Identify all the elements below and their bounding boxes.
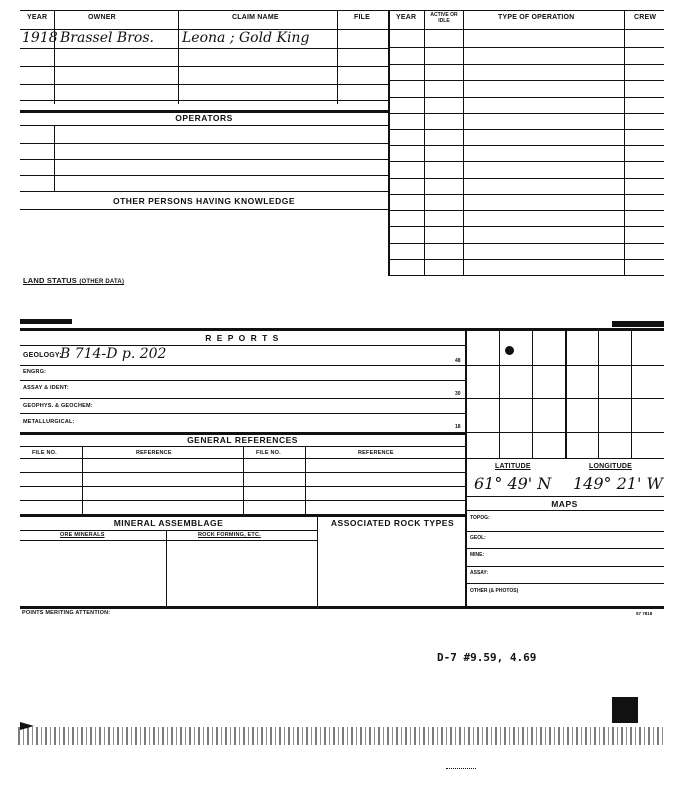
geophys-label: GEOPHYS. & GEOCHEM: (23, 403, 93, 409)
header-active-or-idle: ACTIVE OR IDLE (430, 12, 458, 24)
ore-minerals-label: ORE MINERALS (60, 532, 105, 538)
margin-number-1: 48 (455, 358, 461, 364)
header-crew: CREW (634, 14, 657, 21)
entry-year: 1918 (22, 30, 58, 46)
associated-rock-types-heading: ASSOCIATED ROCK TYPES (330, 518, 455, 528)
maps-heading: MAPS (551, 499, 578, 509)
maps-mine-label: MINE: (470, 552, 485, 558)
entry-claim: Leona ; Gold King (182, 30, 310, 46)
header-type-of-operation: TYPE OF OPERATION (498, 14, 575, 21)
scan-noise-band (18, 727, 664, 745)
longitude-value: 149° 21' W (573, 474, 663, 493)
margin-number-2: 30 (455, 391, 461, 397)
other-persons-heading: OTHER PERSONS HAVING KNOWLEDGE (112, 196, 296, 206)
header-file: FILE (354, 14, 370, 21)
ref-col-file-no-2: FILE NO. (256, 450, 281, 456)
latitude-value: 61° 49' N (474, 474, 552, 493)
engrg-label: ENGRG: (23, 369, 47, 375)
header-owner: OWNER (88, 14, 116, 21)
mineral-assemblage-heading: MINERAL ASSEMBLAGE (113, 518, 224, 528)
operators-heading: OPERATORS (175, 113, 233, 123)
maps-assay-label: ASSAY: (470, 570, 489, 576)
registration-mark (612, 697, 638, 723)
margin-number-3: 18 (455, 424, 461, 430)
form-number: 57 7818 (636, 611, 653, 616)
header-year-2: YEAR (396, 14, 417, 21)
general-references-heading: GENERAL REFERENCES (187, 435, 298, 445)
entry-owner: Brassel Bros. (60, 30, 154, 46)
reports-heading: R E P O R T S (205, 333, 280, 343)
metallurgical-label: METALLURGICAL: (23, 419, 75, 425)
header-claim-name: CLAIM NAME (232, 14, 279, 21)
geology-label: GEOLOGY: (23, 352, 62, 359)
rock-forming-label: ROCK FORMING, ETC. (198, 532, 261, 538)
assay-ident-label: ASSAY & IDENT: (23, 385, 69, 391)
points-meriting-attention-label: POINTS MERITING ATTENTION: (22, 610, 111, 616)
geology-value: B 714-D p. 202 (60, 346, 167, 362)
footer-note: D-7 #9.59, 4.69 (437, 651, 537, 664)
ref-col-file-no-1: FILE NO. (32, 450, 57, 456)
location-marker-icon (505, 346, 514, 355)
maps-other-label: OTHER (& PHOTOS) (470, 588, 519, 594)
header-year: YEAR (27, 14, 48, 21)
land-status-label: LAND STATUS (OTHER DATA) (23, 276, 125, 285)
ref-col-reference-2: REFERENCE (358, 450, 394, 456)
maps-topog-label: TOPOG: (470, 515, 490, 521)
maps-geol-label: GEOL: (470, 535, 486, 541)
latitude-label: LATITUDE (495, 463, 531, 470)
ref-col-reference-1: REFERENCE (136, 450, 172, 456)
longitude-label: LONGITUDE (589, 463, 633, 470)
